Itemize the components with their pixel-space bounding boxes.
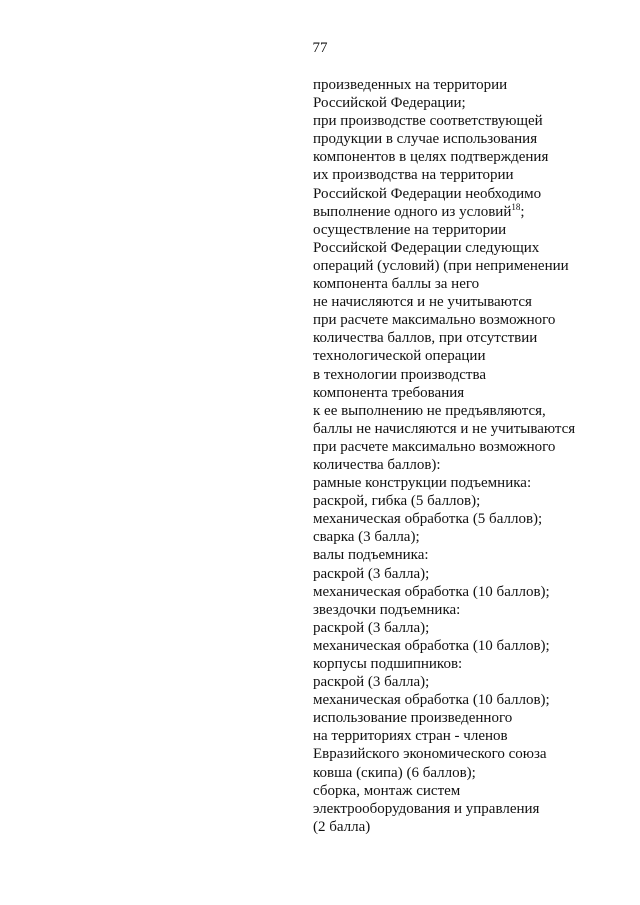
- text-line: при расчете максимально возможного: [313, 312, 556, 329]
- text-line: звездочки подъемника:: [313, 601, 461, 618]
- text-line: компонентов в целях подтверждения: [313, 149, 549, 166]
- text-line: в технологии производства: [313, 366, 487, 383]
- text-line: использование произведенного: [313, 710, 513, 727]
- text-line: Российской Федерации следующих: [313, 239, 540, 256]
- text-line: на территориях стран - членов: [313, 728, 508, 745]
- text-line: компонента баллы за него: [313, 276, 480, 293]
- text-line: валы подъемника:: [313, 547, 429, 564]
- text-line: компонента требования: [313, 384, 465, 401]
- text-line: механическая обработка (10 баллов);: [313, 583, 550, 600]
- text-line: Российской Федерации;: [313, 95, 466, 112]
- text-line: к ее выполнению не предъявляются,: [313, 402, 546, 419]
- text-line: ковша (скипа) (6 баллов);: [313, 764, 476, 781]
- text-line: при производстве соответствующей: [313, 113, 543, 130]
- text-line: Российской Федерации необходимо: [313, 185, 542, 202]
- text-line: корпусы подшипников:: [313, 656, 463, 672]
- document-body: [313, 76, 633, 836]
- text-line-with-footnote: [313, 203, 633, 221]
- text-line: при расчете максимально возможного: [313, 438, 556, 455]
- text-line: операций (условий) (при неприменении: [313, 257, 569, 274]
- page-number: 77: [312, 40, 328, 56]
- text-line: раскрой, гибка (5 баллов);: [313, 493, 481, 510]
- text-line: сварка (3 балла);: [313, 529, 420, 546]
- text-line: электрооборудования и управления: [313, 800, 540, 817]
- text-line: рамные конструкции подъемника:: [313, 475, 532, 492]
- text-line: Евразийского экономического союза: [313, 746, 547, 763]
- text-line: (2 балла): [313, 818, 371, 835]
- text-line: раскрой (3 балла);: [313, 674, 430, 691]
- text-line: раскрой (3 балла);: [313, 619, 430, 636]
- text-line: произведенных на территории: [313, 77, 508, 93]
- text-line: баллы не начисляются и не учитываются: [313, 420, 576, 437]
- text-line: осуществление на территории: [313, 221, 507, 238]
- text-line: их производства на территории: [313, 167, 514, 184]
- text-line: технологической операции: [313, 348, 486, 365]
- text-line: продукции в случае использования: [313, 131, 538, 148]
- text-line: механическая обработка (10 баллов);: [313, 692, 550, 709]
- text-line: количества баллов):: [313, 456, 441, 473]
- footnote-suffix: ;: [520, 203, 525, 220]
- footnote-reference: 18: [511, 201, 521, 212]
- text-line: механическая обработка (5 баллов);: [313, 511, 543, 528]
- text-line: не начисляются и не учитываются: [313, 294, 532, 311]
- text-line-content: выполнение одного из условий: [313, 203, 512, 220]
- text-line: раскрой (3 балла);: [313, 565, 430, 582]
- text-line: количества баллов, при отсутствии: [313, 330, 538, 347]
- text-line: механическая обработка (10 баллов);: [313, 637, 550, 654]
- text-line: сборка, монтаж систем: [313, 782, 461, 799]
